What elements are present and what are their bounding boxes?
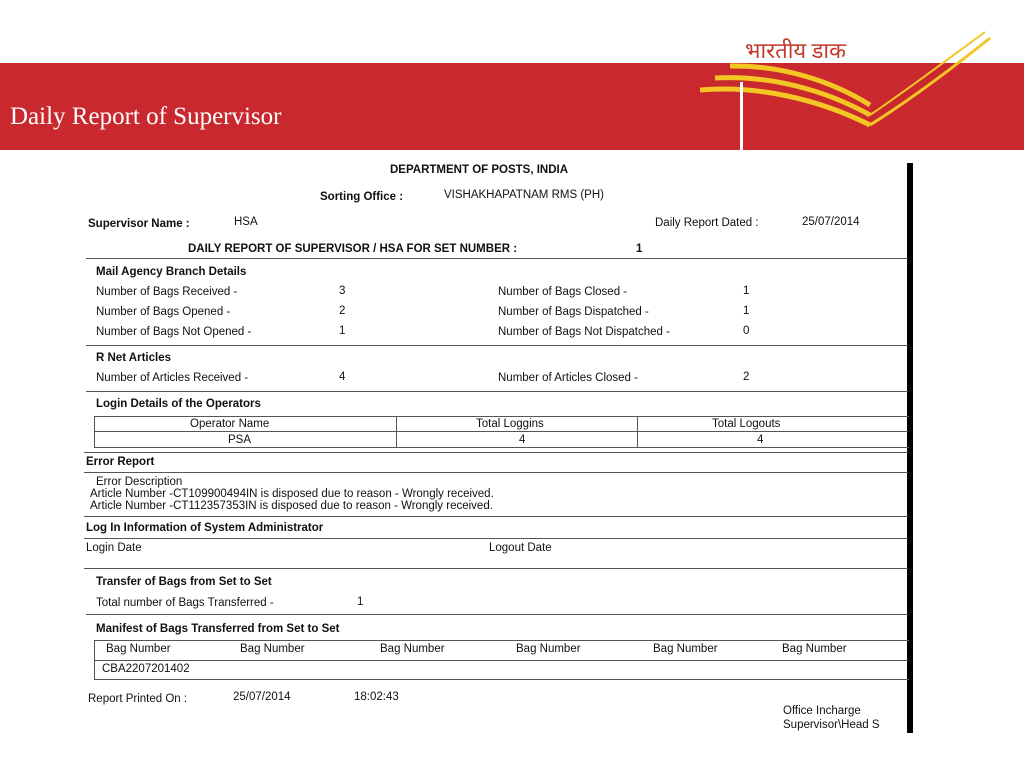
report-printed-label: Report Printed On : — [88, 693, 188, 705]
table-cell-loggins: 4 — [519, 434, 526, 446]
bags-opened-value: 2 — [339, 305, 346, 317]
sorting-office-value: VISHAKHAPATNAM RMS (PH) — [444, 189, 604, 201]
logo-divider — [740, 82, 743, 150]
error-report-heading: Error Report — [86, 456, 155, 468]
table-col-divider — [637, 417, 638, 447]
dept-heading: DEPARTMENT OF POSTS, INDIA — [390, 164, 569, 176]
report-document — [86, 158, 914, 733]
transfer-heading: Transfer of Bags from Set to Set — [96, 576, 272, 588]
bags-not-dispatched-value: 0 — [743, 325, 750, 337]
table-header-operator: Operator Name — [190, 418, 270, 430]
sorting-office-label: Sorting Office : — [320, 191, 404, 203]
supervisor-head-label: Supervisor\Head S — [783, 719, 880, 731]
divider — [86, 345, 908, 346]
report-printed-time: 18:02:43 — [354, 691, 399, 703]
logout-date-label: Logout Date — [489, 542, 552, 554]
manifest-bag-number: CBA2207201402 — [102, 663, 190, 675]
bags-closed-label: Number of Bags Closed - — [498, 286, 628, 298]
office-incharge-label: Office Incharge — [783, 705, 861, 717]
divider — [84, 452, 908, 453]
report-printed-date: 25/07/2014 — [233, 691, 291, 703]
divider — [84, 538, 908, 539]
error-line-1: Article Number -CT109900494IN is disposed due to reason - Wrongly received. — [90, 488, 494, 500]
bags-transferred-value: 1 — [357, 596, 364, 608]
bags-transferred-label: Total number of Bags Transferred - — [96, 597, 274, 609]
articles-received-value: 4 — [339, 371, 346, 383]
divider — [84, 516, 908, 517]
divider — [86, 391, 908, 392]
divider — [86, 258, 908, 259]
bags-received-label: Number of Bags Received - — [96, 286, 238, 298]
divider — [84, 568, 908, 569]
logo-hindi-text: भारतीय डाक — [745, 38, 847, 63]
bags-closed-value: 1 — [743, 285, 750, 297]
report-heading: DAILY REPORT OF SUPERVISOR / HSA FOR SET NUMBER : — [188, 243, 518, 255]
manifest-col-4: Bag Number — [516, 643, 581, 655]
report-dated-value: 25/07/2014 — [802, 216, 860, 228]
manifest-col-5: Bag Number — [653, 643, 718, 655]
table-header-logouts: Total Logouts — [712, 418, 781, 430]
error-line-2: Article Number -CT112357353IN is disposed due to reason - Wrongly received. — [90, 500, 493, 512]
set-number: 1 — [636, 243, 643, 255]
supervisor-name-value: HSA — [234, 216, 258, 228]
table-row-divider — [94, 431, 908, 432]
mab-heading: Mail Agency Branch Details — [96, 266, 247, 278]
login-date-label: Login Date — [86, 542, 142, 554]
manifest-col-3: Bag Number — [380, 643, 445, 655]
table-cell-logouts: 4 — [757, 434, 764, 446]
bags-dispatched-value: 1 — [743, 305, 750, 317]
manifest-col-6: Bag Number — [782, 643, 847, 655]
table-header-loggins: Total Loggins — [476, 418, 544, 430]
page-title: Daily Report of Supervisor — [10, 103, 282, 130]
report-dated-label: Daily Report Dated : — [655, 217, 759, 229]
table-col-divider — [396, 417, 397, 447]
login-details-heading: Login Details of the Operators — [96, 398, 261, 410]
articles-received-label: Number of Articles Received - — [96, 372, 249, 384]
bags-opened-label: Number of Bags Opened - — [96, 306, 231, 318]
bags-not-dispatched-label: Number of Bags Not Dispatched - — [498, 326, 670, 338]
bags-dispatched-label: Number of Bags Dispatched - — [498, 306, 649, 318]
table-cell-operator: PSA — [228, 434, 252, 446]
divider — [84, 472, 908, 473]
articles-closed-label: Number of Articles Closed - — [498, 372, 638, 384]
divider — [86, 614, 908, 615]
bags-not-opened-value: 1 — [339, 325, 346, 337]
manifest-col-1: Bag Number — [106, 643, 171, 655]
articles-closed-value: 2 — [743, 371, 750, 383]
error-description-label: Error Description — [96, 476, 183, 488]
bags-received-value: 3 — [339, 285, 346, 297]
supervisor-name-label: Supervisor Name : — [88, 218, 190, 230]
bags-not-opened-label: Number of Bags Not Opened - — [96, 326, 252, 338]
sysadmin-heading: Log In Information of System Administrator — [86, 522, 324, 534]
rnet-heading: R Net Articles — [96, 352, 171, 364]
manifest-col-2: Bag Number — [240, 643, 305, 655]
table-row-divider — [94, 660, 908, 661]
manifest-heading: Manifest of Bags Transferred from Set to Set — [96, 623, 340, 635]
